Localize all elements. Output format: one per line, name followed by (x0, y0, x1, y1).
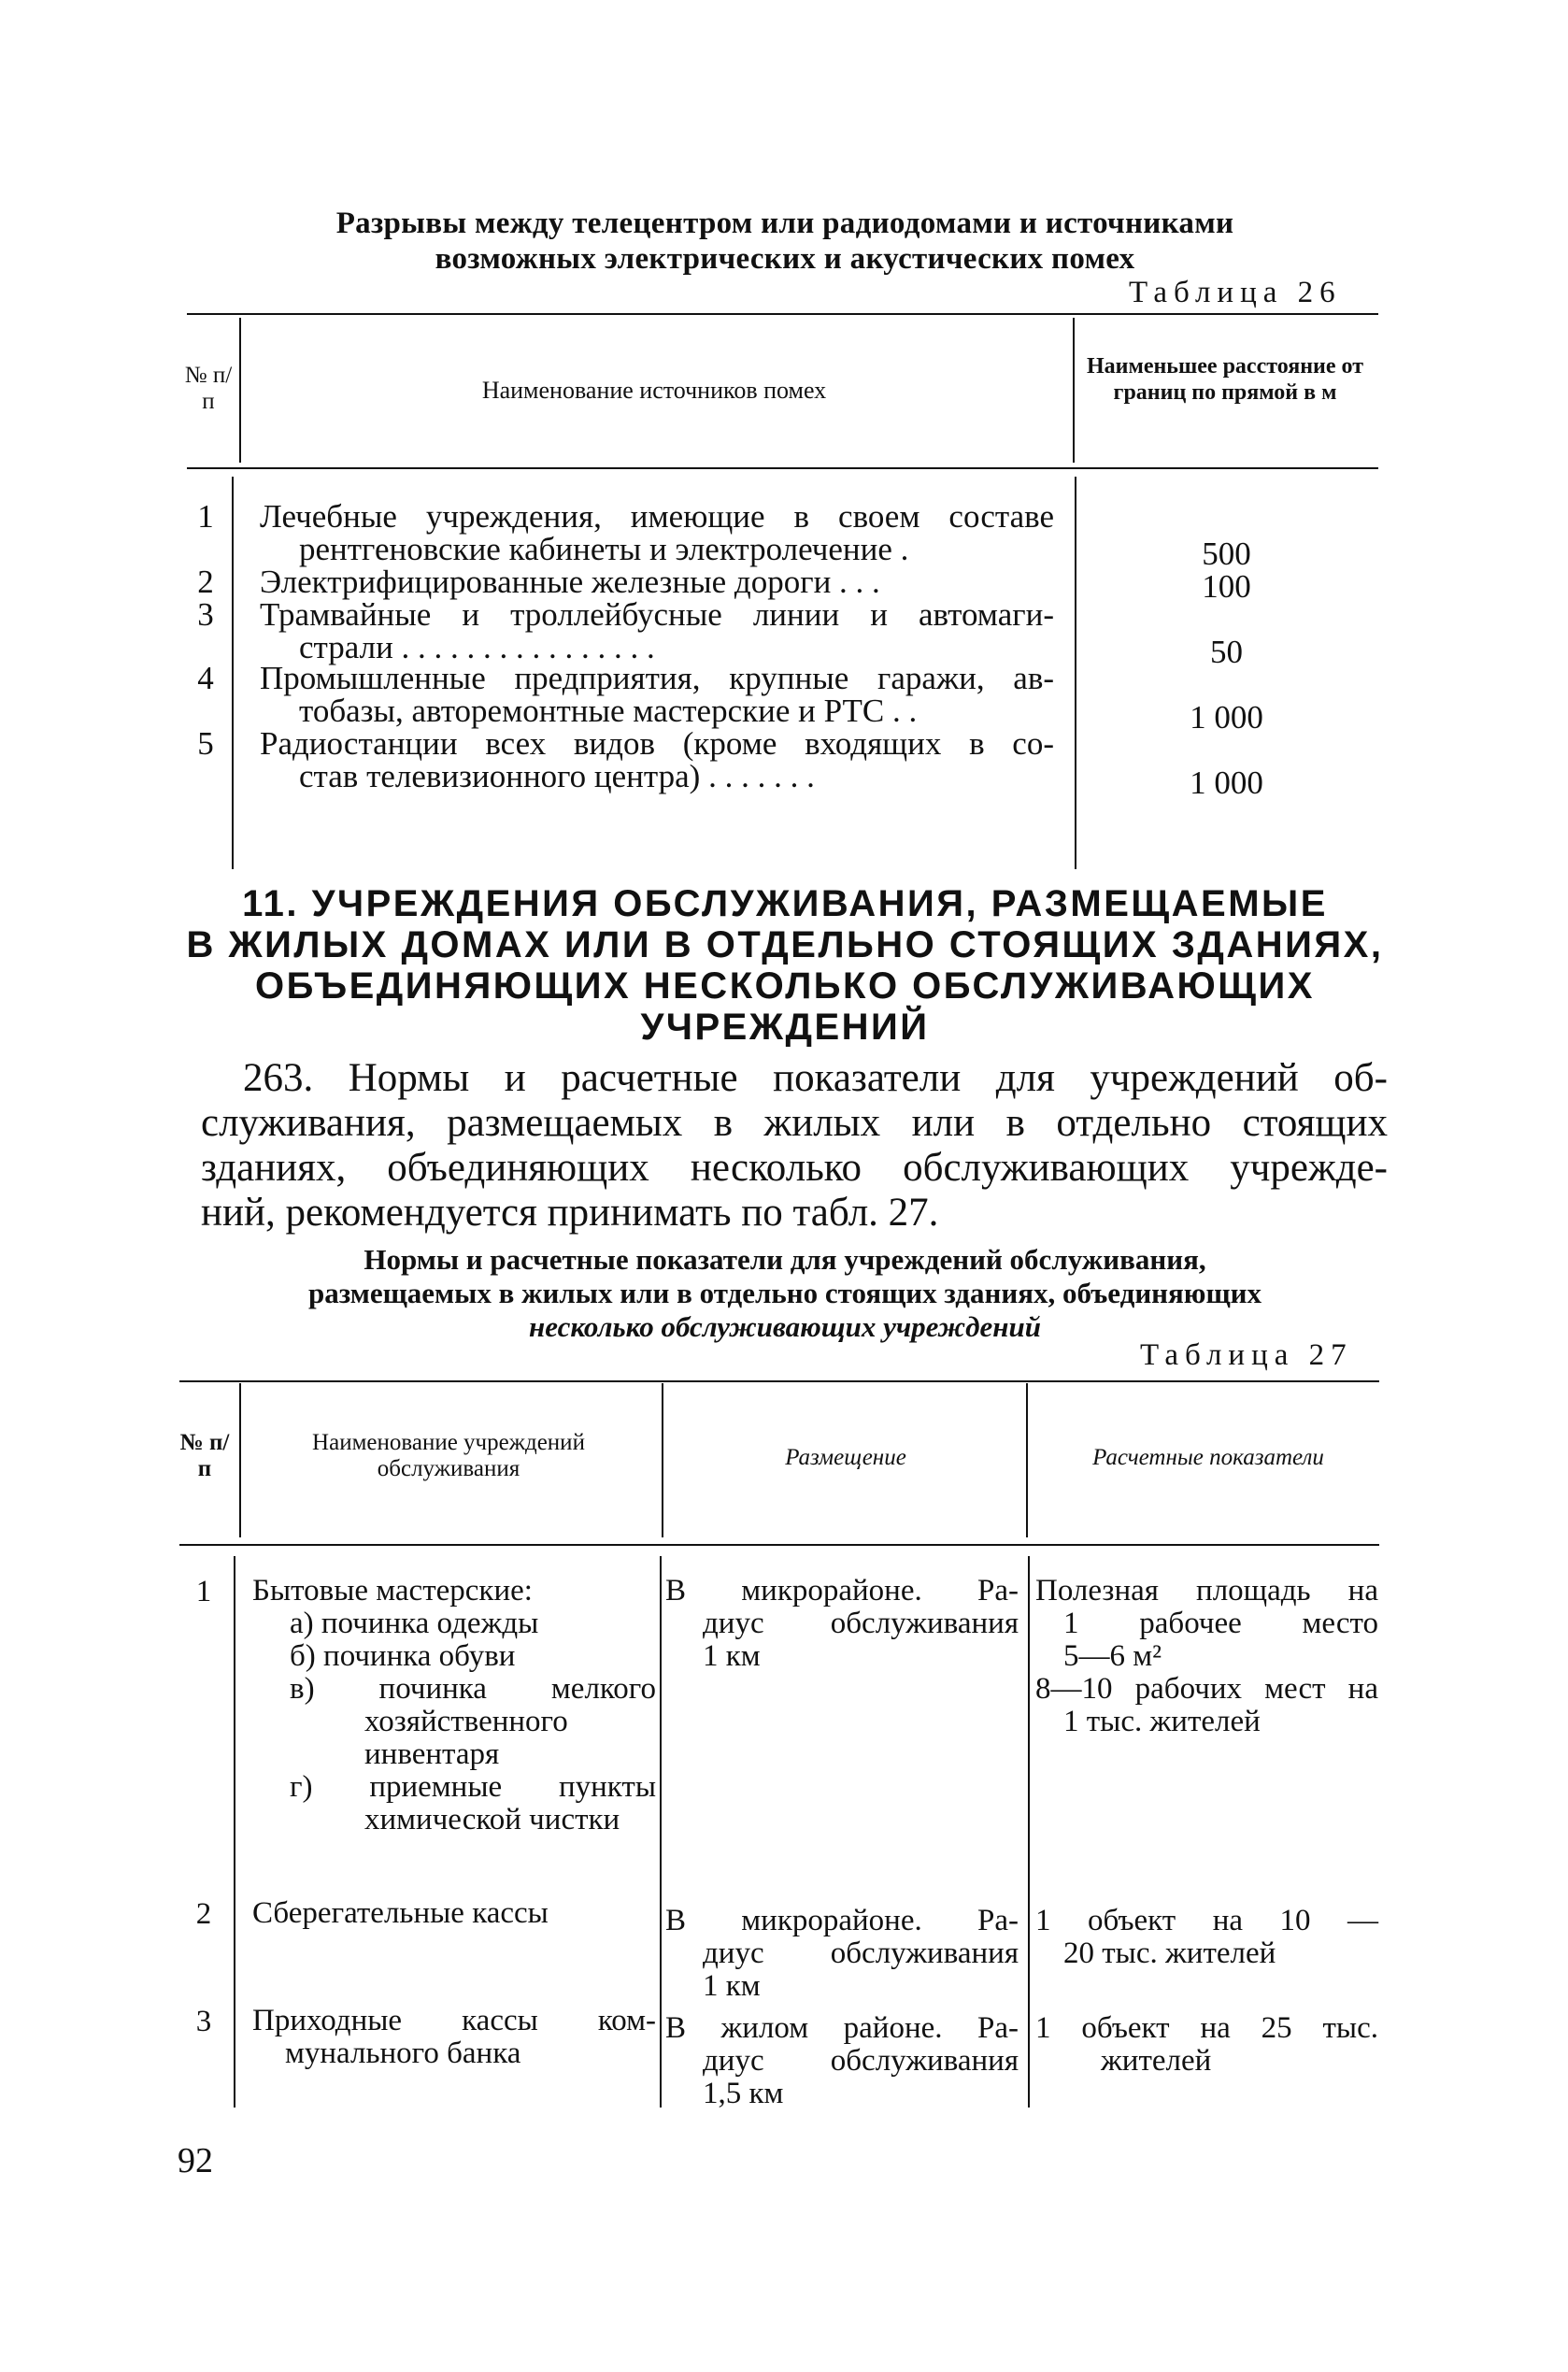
table26-row-value: 1 000 (1190, 764, 1263, 801)
table27-row-indicator-line: 20 тыс. жителей (1063, 1936, 1276, 1970)
table27-vline-1h (239, 1383, 241, 1537)
table26-header-name: Наименование источников помех (481, 377, 827, 404)
table27-row-placement-line: В микрорайоне. Ра- (665, 1904, 1019, 1937)
table26-row-name-line: Радиостанции всех видов (кроме входящих в со- (260, 725, 1054, 762)
table26-row-name-line: Трамвайные и троллейбусные линии и автомаги- (260, 596, 1054, 633)
table27-row-name-line: Сберегательные кассы (252, 1896, 549, 1930)
section-title-line4: УЧРЕЖДЕНИЙ (640, 1007, 930, 1048)
table26-vline-1h (239, 318, 241, 463)
table26-vline-1 (232, 477, 234, 869)
table26-row-num: 3 (197, 596, 214, 633)
section-title-line1: 11. УЧРЕЖДЕНИЯ ОБСЛУЖИВАНИЯ, РАЗМЕЩАЕМЫЕ (242, 883, 1328, 924)
table26-row-value: 500 (1202, 536, 1251, 572)
table26-header-num: № п/п (184, 363, 233, 414)
table27-row-placement-line: 1,5 км (703, 2077, 784, 2110)
table27-caption-line3: несколько обслуживающих учреждений (529, 1310, 1041, 1343)
table26-label: Таблица 26 (1129, 276, 1342, 309)
table26-row-name-line: Электрифицированные железные дороги . . . (260, 564, 880, 600)
table27-row-name-line: химической чистки (364, 1803, 620, 1836)
table27-top-rule (179, 1380, 1379, 1382)
table27-row-placement-line: диус обслуживания (703, 1607, 1019, 1640)
table26-row-name-line: страли . . . . . . . . . . . . . . . . (299, 629, 655, 665)
table27-row-name-line: инвентаря (364, 1737, 500, 1771)
table27-row-placement-line: диус обслуживания (703, 2044, 1019, 2078)
section-title-line3: ОБЪЕДИНЯЮЩИХ НЕСКОЛЬКО ОБСЛУЖИВАЮЩИХ (255, 965, 1315, 1007)
table27-vline-2 (660, 1556, 662, 2108)
table26-row-name-line: став телевизионного центра) . . . . . . . (299, 758, 815, 794)
table27-header-rule (179, 1544, 1379, 1546)
table27-row-name-line: г) приемные пункты (290, 1770, 656, 1804)
table27-row-indicator-line: Полезная площадь на (1035, 1574, 1378, 1608)
table26-caption-line1: Разрывы между телецентром или радиодомами и источниками (335, 207, 1234, 240)
table27-row-name-line: а) починка одежды (290, 1607, 539, 1640)
table27-row-indicator-line: 1 объект на 10 — (1035, 1904, 1378, 1937)
paragraph-line2: служивания, размещаемых в жилых или в отдельно стоящих (201, 1101, 1388, 1145)
table27-header-name: Наименование учреждений обслуживания (312, 1430, 585, 1481)
table26-header-rule (187, 467, 1378, 469)
table27-vline-3h (1026, 1383, 1028, 1537)
table27-row-name-line: мунального банка (285, 2036, 521, 2070)
section-title-line2: В ЖИЛЫХ ДОМАХ ИЛИ В ОТДЕЛЬНО СТОЯЩИХ ЗДАНИЯХ, (186, 924, 1384, 965)
table26-row-name-line: рентгеновские кабинеты и электролечение . (299, 531, 909, 567)
table26-row-num: 5 (197, 725, 214, 762)
table27-row-indicator-line: жителей (1101, 2044, 1212, 2078)
table27-row-placement-line: В микрорайоне. Ра- (665, 1574, 1019, 1608)
table27-row-name-line: хозяйственного (364, 1705, 568, 1738)
page-number: 92 (178, 2141, 213, 2180)
table27-row-indicator-line: 1 объект на 25 тыс. (1035, 2011, 1378, 2045)
table26-row-value: 100 (1202, 568, 1251, 605)
table26-caption-line2: возможных электрических и акустических помех (435, 242, 1135, 276)
table27-row-name-line: Приходные кассы ком- (252, 2004, 656, 2037)
paragraph-line1: 263. Нормы и расчетные показатели для учреждений об- (243, 1056, 1388, 1100)
table27-vline-1 (234, 1556, 235, 2108)
table26-row-value: 50 (1210, 634, 1243, 670)
table26-row-num: 2 (197, 564, 214, 600)
table27-row-indicator-line: 5—6 м² (1063, 1639, 1162, 1673)
table27-row-placement-line: 1 км (703, 1969, 761, 2003)
table27-header-num: № п/п (179, 1430, 230, 1481)
table27-row-indicator-line: 8—10 рабочих мест на (1035, 1672, 1378, 1706)
table27-caption-line2: размещаемых в жилых или в отдельно стоящих зданиях, объединяющих (307, 1277, 1262, 1309)
table27-row-name-line: б) починка обуви (290, 1639, 516, 1673)
table27-row-placement-line: В жилом районе. Ра- (665, 2011, 1019, 2045)
table27-row-num: 3 (195, 2005, 212, 2038)
table26-top-rule (187, 313, 1378, 315)
table26-header-distance: Наименьшее расстояние от границ по прямой в м (1086, 354, 1363, 405)
paragraph-line3: зданиях, объединяющих несколько обслуживающих учрежде- (201, 1146, 1388, 1190)
table26-row-name-line: Лечебные учреждения, имеющие в своем составе (260, 498, 1054, 535)
table27-row-num: 2 (195, 1897, 212, 1931)
paragraph-line4: ний, рекомендуется принимать по табл. 27. (201, 1191, 939, 1235)
table26-row-name-line: Промышленные предприятия, крупные гаражи, ав- (260, 660, 1054, 696)
table27-label: Таблица 27 (1140, 1338, 1353, 1372)
table27-row-name-line: Бытовые мастерские: (252, 1574, 533, 1608)
table27-vline-3 (1028, 1556, 1030, 2108)
table27-row-indicator-line: 1 тыс. жителей (1063, 1705, 1261, 1738)
table26-vline-2h (1073, 318, 1075, 463)
table27-row-indicator-line: 1 рабочее место (1063, 1607, 1378, 1640)
table27-row-placement-line: диус обслуживания (703, 1936, 1019, 1970)
table27-vline-2h (662, 1383, 663, 1537)
table26-row-value: 1 000 (1190, 699, 1263, 736)
table26-vline-2 (1075, 477, 1076, 869)
table27-row-num: 1 (195, 1575, 212, 1608)
table26-row-num: 4 (197, 660, 214, 696)
table27-row-name-line: в) починка мелкого (290, 1672, 656, 1706)
table27-caption-line1: Нормы и расчетные показатели для учреждений обслуживания, (363, 1243, 1206, 1276)
table27-header-placement: Размещение (785, 1445, 906, 1470)
table27-row-placement-line: 1 км (703, 1639, 761, 1673)
table26-row-num: 1 (197, 498, 214, 535)
table27-header-indicators: Расчетные показатели (1092, 1445, 1324, 1470)
table26-row-name-line: тобазы, авторемонтные мастерские и РТС . . (299, 693, 918, 729)
